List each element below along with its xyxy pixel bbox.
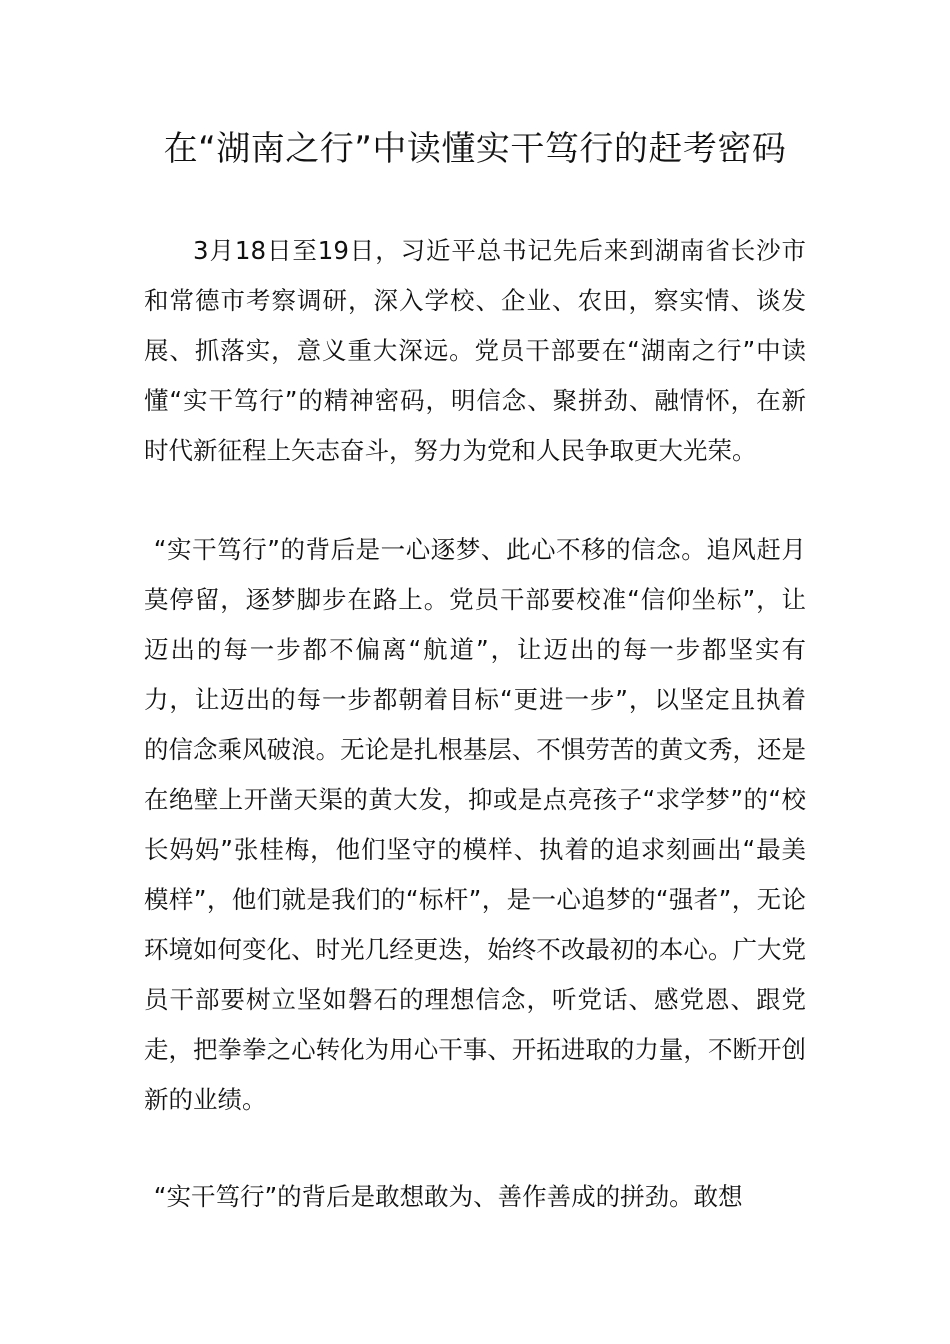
paragraph-drive: “实干笃行”的背后是敢想敢为、善作善成的拼劲。敢想 <box>153 1182 743 1211</box>
document-title: 在“湖南之行”中读懂实干笃行的赶考密码 <box>163 129 787 169</box>
paragraph-intro: 3月18日至19日，习近平总书记先后来到湖南省长沙市和常德市考察调研，深入学校、企业、农田，察实情、谈发展、抓落实，意义重大深远。党员干部要在“湖南之行”中读懂“实干笃行”的精神密码，明信念、聚拼劲、融情怀，在新时代新征程上矢志奋斗，努力为党和人民争取更大光荣。 <box>144 236 806 465</box>
paragraph-belief: “实干笃行”的背后是一心逐梦、此心不移的信念。追风赶月莫停留，逐梦脚步在路上。党员干部要校准“信仰坐标”，让迈出的每一步都不偏离“航道”，让迈出的每一步都坚实有力，让迈出的每一步都朝着目标“更进一步”，以坚定且执着的信念乘风破浪。无论是扎根基层、不惧劳苦的黄文秀，还是在绝壁上开凿天渠的黄大发，抑或是点亮孩子“求学梦”的“校长妈妈”张桂梅，他们坚守的模样、执着的追求刻画出“最美模样”，他们就是我们的“标杆”，是一心追梦的“强者”，无论环境如何变化、时光几经更迭，始终不改最初的本心。广大党员干部要树立坚如磐石的理想信念，听党话、感党恩、跟党走，把拳拳之心转化为用心干事、开拓进取的力量，不断开创新的业绩。 <box>144 535 806 1114</box>
